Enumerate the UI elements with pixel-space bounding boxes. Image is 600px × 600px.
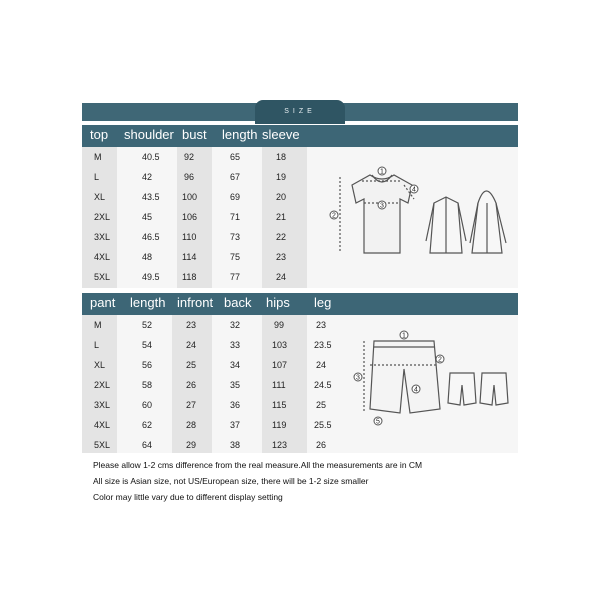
table-row — [82, 209, 347, 225]
top-cell: 71 — [230, 212, 241, 222]
top-cell: 77 — [230, 272, 241, 282]
top-cell: 2XL — [94, 212, 111, 222]
tshirt-marker-3: 3 — [380, 202, 384, 210]
pant-cell: 26 — [316, 440, 327, 450]
table-row — [82, 377, 347, 393]
shorts-marker-2: 2 — [438, 356, 442, 364]
pant-cell: 27 — [186, 400, 197, 410]
table-row — [82, 357, 347, 373]
top-cell: 43.5 — [142, 192, 160, 202]
tshirt-marker-4: 4 — [412, 186, 416, 194]
shorts-marker-3: 3 — [356, 374, 360, 382]
pant-cell: 103 — [272, 340, 288, 350]
top-cell: 49.5 — [142, 272, 160, 282]
top-cell: 67 — [230, 172, 241, 182]
pant-cell: 111 — [272, 380, 286, 390]
pant-cell: 119 — [272, 420, 287, 430]
top-header-sleeve: sleeve — [262, 127, 300, 142]
top-cell: 5XL — [94, 272, 111, 282]
table-row — [82, 249, 347, 265]
top-cell: 106 — [182, 212, 198, 222]
note-asian-size: All size is Asian size, not US/European size, there will be 1-2 size smaller — [93, 476, 369, 486]
tshirt-marker-1: 1 — [380, 168, 384, 176]
top-cell: 73 — [230, 232, 241, 242]
pant-cell: XL — [94, 360, 106, 370]
top-cell: L — [94, 172, 100, 182]
table-row — [82, 169, 347, 185]
pant-cell: 25 — [316, 400, 327, 410]
pant-cell: 23 — [316, 320, 327, 330]
pant-cell: 56 — [142, 360, 153, 370]
top-cell: 65 — [230, 152, 241, 162]
top-header-bust: bust — [182, 127, 207, 142]
pant-cell: 52 — [142, 320, 153, 330]
pant-cell: 29 — [186, 440, 197, 450]
top-header-top: top — [90, 127, 109, 142]
pant-cell: 3XL — [94, 400, 111, 410]
top-cell: M — [94, 152, 102, 162]
pant-cell: 33 — [230, 340, 241, 350]
top-cell: 92 — [184, 152, 195, 162]
pant-cell: 28 — [186, 420, 197, 430]
size-header-label: SIZE — [255, 100, 345, 124]
table-row — [82, 149, 347, 165]
top-cell: 114 — [182, 252, 197, 262]
top-cell: 18 — [276, 152, 287, 162]
top-cell: 23 — [276, 252, 287, 262]
pant-cell: 24.5 — [314, 380, 332, 390]
pant-cell: 34 — [230, 360, 241, 370]
shorts-marker-5: 5 — [376, 418, 380, 426]
top-cell: 118 — [182, 272, 197, 282]
note-measure-tolerance: Please allow 1-2 cms difference from the real measure.All the measurements are in CM — [93, 460, 423, 470]
tshirt-diagram — [322, 163, 512, 273]
top-size-panel — [82, 125, 518, 288]
top-cell: 46.5 — [142, 232, 160, 242]
top-cell: 22 — [276, 232, 287, 242]
top-cell: 40.5 — [142, 152, 160, 162]
top-cell: 4XL — [94, 252, 111, 262]
pant-cell: 107 — [272, 360, 288, 370]
table-row — [82, 189, 347, 205]
pant-header-back: back — [224, 295, 252, 310]
top-table-header — [82, 125, 518, 147]
pant-cell: 35 — [230, 380, 241, 390]
table-row — [82, 317, 347, 333]
shorts-marker-4: 4 — [414, 386, 418, 394]
top-cell: 110 — [182, 232, 197, 242]
shorts-diagram — [350, 329, 515, 444]
pant-cell: 5XL — [94, 440, 111, 450]
pant-size-panel — [82, 293, 518, 453]
pant-cell: 24 — [316, 360, 327, 370]
pant-cell: 99 — [274, 320, 285, 330]
pant-cell: 32 — [230, 320, 241, 330]
pant-cell: 26 — [186, 380, 197, 390]
top-cell: 100 — [182, 192, 198, 202]
pant-cell: 64 — [142, 440, 153, 450]
pant-header-leg: leg — [314, 295, 332, 310]
table-row — [82, 397, 347, 413]
pant-header-infront: infront — [177, 295, 214, 310]
pant-header-length: length — [130, 295, 166, 310]
top-cell: 75 — [230, 252, 241, 262]
pant-cell: 62 — [142, 420, 153, 430]
top-cell: 96 — [184, 172, 195, 182]
pant-cell: 23 — [186, 320, 197, 330]
top-cell: 45 — [142, 212, 153, 222]
top-cell: 21 — [276, 212, 287, 222]
top-cell: 20 — [276, 192, 287, 202]
top-header-shoulder: shoulder — [124, 127, 174, 142]
table-row — [82, 337, 347, 353]
size-header-bar — [82, 103, 518, 121]
pant-cell: 38 — [230, 440, 241, 450]
top-cell: 42 — [142, 172, 153, 182]
pant-cell: 115 — [272, 400, 287, 410]
pant-cell: 58 — [142, 380, 153, 390]
pant-table-header — [82, 293, 518, 315]
pant-cell: 36 — [230, 400, 241, 410]
table-row — [82, 269, 347, 285]
top-cell: 3XL — [94, 232, 111, 242]
pant-cell: 54 — [142, 340, 153, 350]
note-color-variance: Color may little vary due to different display setting — [93, 492, 283, 502]
tshirt-marker-2: 2 — [332, 212, 336, 220]
top-header-length: length — [222, 127, 258, 142]
top-cell: 19 — [276, 172, 287, 182]
pant-cell: 25 — [186, 360, 197, 370]
pant-cell: 123 — [272, 440, 288, 450]
pant-cell: 2XL — [94, 380, 111, 390]
table-row — [82, 229, 347, 245]
top-cell: XL — [94, 192, 106, 202]
pant-cell: L — [94, 340, 100, 350]
pant-cell: 60 — [142, 400, 153, 410]
pant-cell: M — [94, 320, 102, 330]
top-cell: 69 — [230, 192, 241, 202]
pant-header-pant: pant — [90, 295, 116, 310]
pant-cell: 23.5 — [314, 340, 332, 350]
table-row — [82, 417, 347, 433]
pant-cell: 37 — [230, 420, 241, 430]
pant-cell: 25.5 — [314, 420, 332, 430]
pant-cell: 4XL — [94, 420, 111, 430]
top-cell: 48 — [142, 252, 153, 262]
top-cell: 24 — [276, 272, 287, 282]
shorts-marker-1: 1 — [402, 332, 406, 340]
pant-header-hips: hips — [266, 295, 290, 310]
pant-cell: 24 — [186, 340, 197, 350]
table-row — [82, 437, 347, 453]
